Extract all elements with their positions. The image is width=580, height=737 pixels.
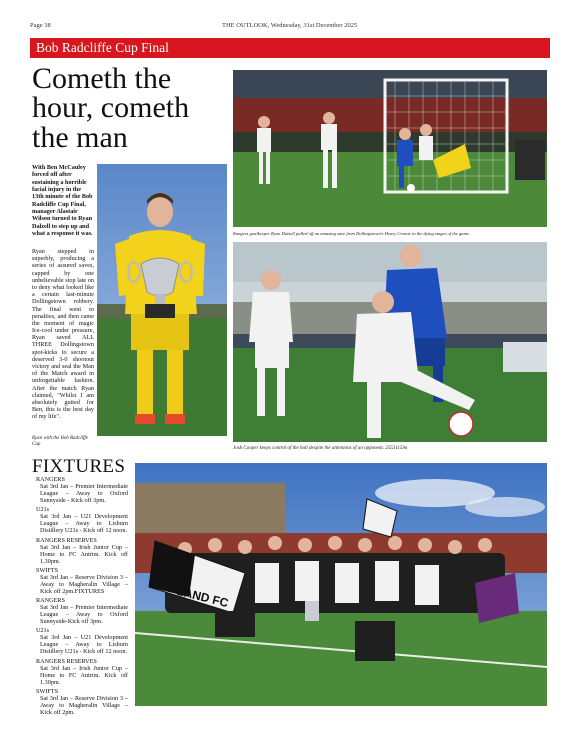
fixtures-list	[36, 476, 128, 718]
fixture-detail: Sat 3rd Jan – Premier Intermediate League – Away to Oxford Sunnyside - Kick off 3pm.	[40, 483, 128, 505]
fixture-team: U21s	[36, 506, 50, 514]
fixture-detail: Sat 3rd Jan – Irish Junior Cup – Home to FC Antrim. Kick off 1.30pm.	[40, 664, 128, 686]
fixtures-title: FIXTURES	[32, 456, 126, 477]
article-intro: With Ben McCauley forced off after sustaining a horrible facial injury in the 13th minute of the Bob Radcliffe Cup Final, manager Alastair Wilson turned to Ryan Dalzell to step up and what a response it was.	[32, 164, 93, 237]
fixture-detail: Sat 3rd Jan – Reserve Division 3 – Away to Magheralin Village – Kick off 2pm.FIXTURES	[40, 573, 128, 595]
fixture-team: U21s	[36, 627, 50, 635]
fixture-team: RANGERS	[36, 476, 65, 483]
list-item	[36, 688, 128, 716]
goalmouth-photo	[233, 70, 547, 227]
trophy-photo	[97, 164, 227, 436]
list-item	[36, 658, 128, 686]
action-photo	[233, 242, 547, 442]
section-banner	[30, 38, 550, 58]
list-item	[36, 567, 128, 595]
fixture-detail: Sat 3rd Jan – U21 Development League – Away to Lisburn Distillery U21s - Kick off 12 noon.	[40, 513, 128, 535]
action-caption: Josh Cooper keeps control of the ball despite the attentions of an opponent. 2553115lm	[233, 446, 408, 451]
fixture-detail: Sat 3rd Jan – U21 Development League – Away to Lisburn Distillery U21s - Kick off 12 noon.	[40, 634, 128, 656]
fixture-team: SWIFTS	[36, 566, 59, 574]
list-item	[36, 476, 128, 504]
list-item	[36, 506, 128, 534]
fixture-detail: Sat 3rd Jan – Premier Intermediate League – Away to Oxford Sunnyside-Kick off 3pm.	[40, 604, 128, 626]
list-item	[36, 597, 128, 625]
publication-line: THE OUTLOOK, Wednesday, 31st December 2025	[222, 22, 358, 29]
article-body: Ryan stepped in superbly, producing a series of assured saves, capped by one unbelievable stop late on to deny what looked like a certain last-minute Dollingstown robbery. The final went to penalties, and then came the moment of magic Ice-cool under pressure, Ryan saved ALL THREE Dollingstown spot-kicks to secure a deserved 3-0 shootout victory and seal the Man of the Match award in unforgettable fashion. After the match Ryan claimed, "Whilst I am absolutely gutted for Ben, this is the best day of my life".	[32, 248, 94, 421]
article-headline: Cometh the hour, cometh the man	[32, 62, 190, 154]
fixture-detail: Sat 3rd Jan – Reserve Division 3 – Away to Magheralin Village – Kick off 2pm.	[40, 694, 128, 716]
page-number: Page 38	[30, 22, 51, 29]
list-item	[36, 537, 128, 565]
fixture-team: SWIFTS	[36, 687, 59, 695]
goalmouth-caption: Rangers goalkeeper Ryan Dalzell pulled off an amazing save from Dollingstown's Henry Cromie in the dying stages of the game.	[233, 231, 471, 236]
trophy-caption: Ryan with the Bob Radcliffe Cup	[32, 436, 89, 448]
fixture-team: RANGERS RESERVES	[36, 536, 97, 544]
team-flag-text: LAND FC	[175, 583, 230, 611]
fixture-team: RANGERS RESERVES	[36, 657, 97, 665]
fixture-detail: Sat 3rd Jan – Irish Junior Cup – Home to FC Antrim. Kick off 1.30pm.	[40, 543, 128, 565]
team-photo	[135, 463, 547, 706]
list-item	[36, 627, 128, 655]
section-banner-title: Bob Radcliffe Cup Final	[36, 40, 169, 55]
fixture-team: RANGERS	[36, 597, 65, 604]
